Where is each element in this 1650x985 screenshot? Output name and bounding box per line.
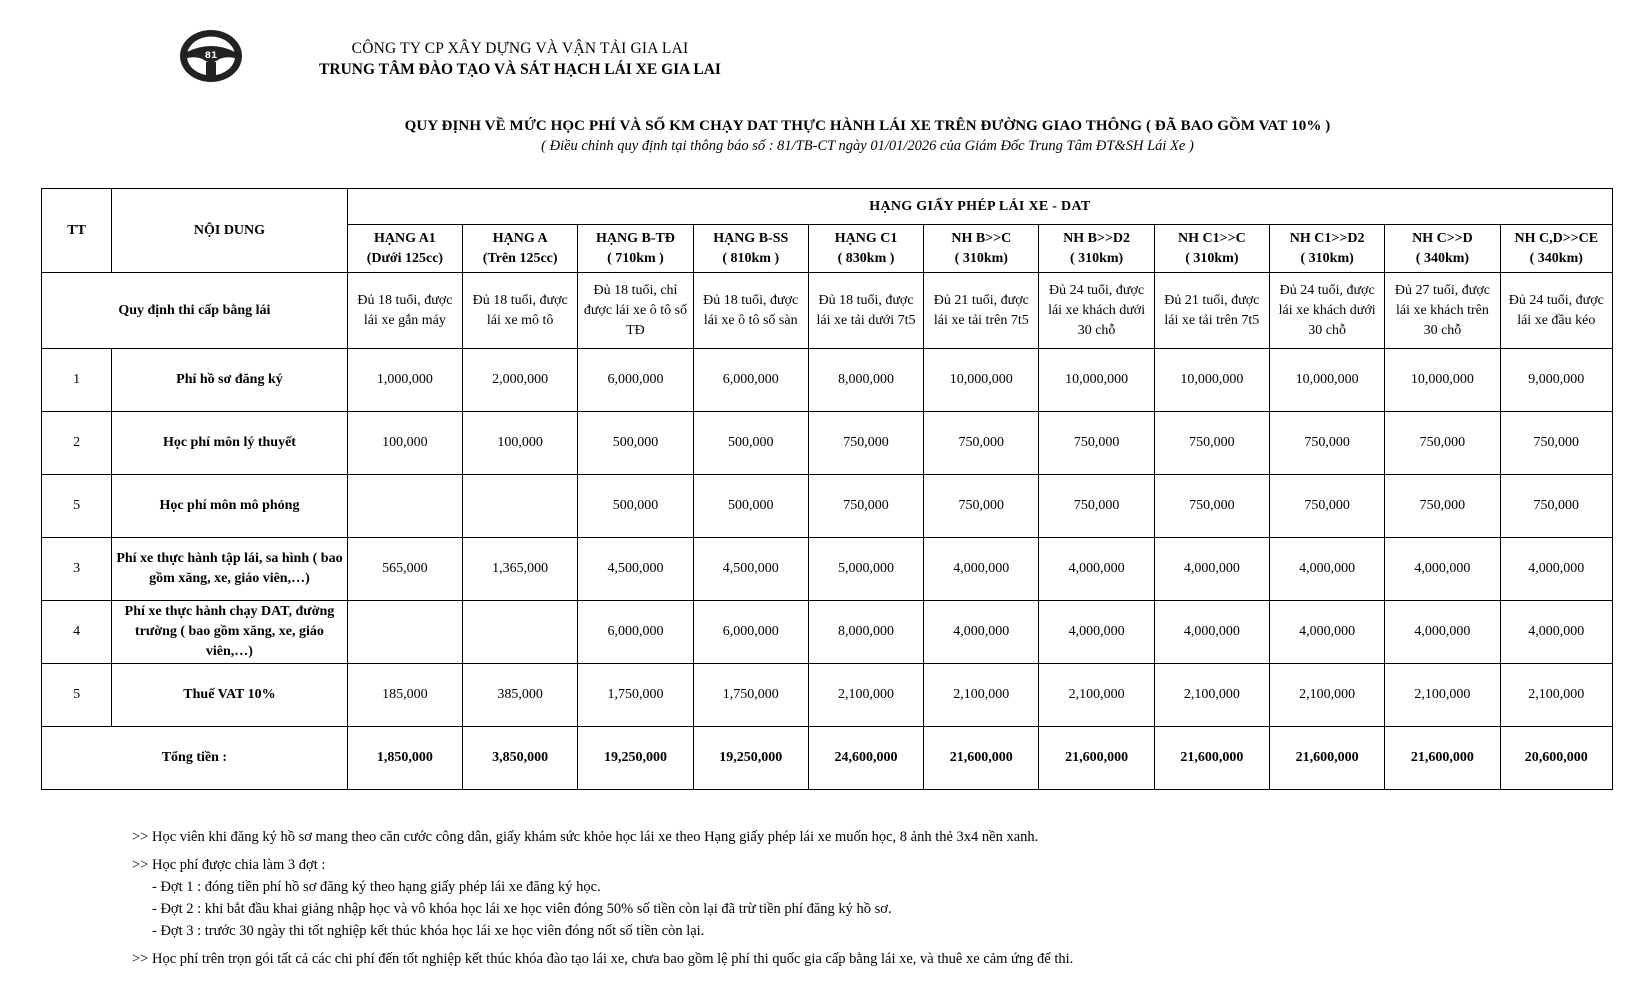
fee-table: [41, 188, 1613, 790]
fee-value: 500,000: [578, 412, 693, 475]
license-class-name: NH C,D>>CE: [1514, 230, 1599, 246]
requirement-cell: Đủ 24 tuổi, được lái xe khách dưới 30 chỗ: [1270, 273, 1385, 349]
fee-label: Phí xe thực hành chạy DAT, đường trường ( bao gồm xăng, xe, giáo viên,…): [112, 601, 348, 664]
license-class-sub: ( 340km): [1529, 250, 1583, 266]
row-number: 2: [42, 412, 112, 475]
fee-row: [42, 412, 1613, 475]
content-header: NỘI DUNG: [112, 189, 348, 273]
fee-value: 100,000: [347, 412, 462, 475]
fee-value: 5,000,000: [808, 538, 923, 601]
fee-value: 750,000: [1039, 412, 1154, 475]
fee-value: 1,000,000: [347, 349, 462, 412]
license-class-sub: ( 310km): [1185, 250, 1239, 266]
total-value: 21,600,000: [1385, 727, 1500, 790]
fee-value: [463, 601, 578, 664]
license-class-sub: ( 830km ): [837, 250, 895, 266]
fee-value: 9,000,000: [1500, 349, 1612, 412]
fee-value: 4,000,000: [1500, 601, 1612, 664]
license-class-name: NH B>>D2: [1063, 230, 1131, 246]
fee-value: 6,000,000: [693, 601, 808, 664]
fee-value: 1,365,000: [463, 538, 578, 601]
license-class-name: NH C1>>D2: [1289, 230, 1365, 246]
total-value: 19,250,000: [693, 727, 808, 790]
total-value: 21,600,000: [1270, 727, 1385, 790]
fee-value: 750,000: [1500, 412, 1612, 475]
installment-2: - Đợt 2 : khi bắt đầu khai giảng nhập học và vô khóa học lái xe học viên đóng 50% số tiền còn lại đã trừ tiền phí đăng ký hồ sơ.: [152, 901, 892, 917]
license-class-name: NH C>>D: [1412, 230, 1473, 246]
fee-value: 4,000,000: [1385, 538, 1500, 601]
document-title: QUY ĐỊNH VỀ MỨC HỌC PHÍ VÀ SỐ KM CHẠY DAT THỰC HÀNH LÁI XE TRÊN ĐƯỜNG GIAO THÔNG ( ĐÃ BAO GỒM VAT 10% ): [404, 118, 1331, 134]
fee-value: 750,000: [1270, 475, 1385, 538]
fee-value: 6,000,000: [693, 349, 808, 412]
fee-value: 10,000,000: [924, 349, 1039, 412]
fee-value: 4,000,000: [1154, 601, 1269, 664]
fee-value: 750,000: [924, 412, 1039, 475]
fee-value: 750,000: [1039, 475, 1154, 538]
total-value: 21,600,000: [1154, 727, 1269, 790]
license-class-name: HẠNG C1: [834, 230, 898, 246]
fee-value: 10,000,000: [1154, 349, 1269, 412]
tt-header: TT: [42, 189, 112, 273]
fee-value: 565,000: [347, 538, 462, 601]
license-column-header: [1039, 225, 1154, 273]
license-column-header: [1385, 225, 1500, 273]
license-column-header: [808, 225, 923, 273]
total-value: 19,250,000: [578, 727, 693, 790]
fee-value: 385,000: [463, 664, 578, 727]
fee-value: 750,000: [1154, 475, 1269, 538]
fee-value: 750,000: [1500, 475, 1612, 538]
fee-value: 100,000: [463, 412, 578, 475]
note-package: >> Học phí trên trọn gói tất cả các chi phí đến tốt nghiệp kết thúc khóa đào tạo lái xe, chưa bao gồm lệ phí thi quốc gia cấp bằng lái xe, và thuê xe cảm ứng để thi.: [132, 951, 1074, 967]
row-number: 5: [42, 664, 112, 727]
fee-value: 4,000,000: [1039, 601, 1154, 664]
fee-value: 4,000,000: [1270, 538, 1385, 601]
fee-value: 4,500,000: [693, 538, 808, 601]
license-class-sub: ( 310km): [1300, 250, 1354, 266]
fee-value: 750,000: [808, 475, 923, 538]
fee-value: 4,500,000: [578, 538, 693, 601]
license-class-sub: ( 310km): [954, 250, 1008, 266]
company-name: CÔNG TY CP XÂY DỰNG VÀ VẬN TẢI GIA LAI: [351, 40, 689, 57]
requirement-cell: Đủ 24 tuổi, được lái xe khách dưới 30 chỗ: [1039, 273, 1154, 349]
fee-value: 4,000,000: [1385, 601, 1500, 664]
fee-value: 4,000,000: [1039, 538, 1154, 601]
fee-value: 4,000,000: [1154, 538, 1269, 601]
license-column-header: [1270, 225, 1385, 273]
row-number: 4: [42, 601, 112, 664]
fee-value: 2,100,000: [1039, 664, 1154, 727]
total-row: [42, 727, 1613, 790]
license-class-name: NH C1>>C: [1178, 230, 1246, 246]
fee-value: 8,000,000: [808, 601, 923, 664]
row-number: 1: [42, 349, 112, 412]
license-class-sub: ( 310km): [1069, 250, 1124, 266]
total-label: Tổng tiền :: [42, 727, 348, 790]
license-column-header: [347, 225, 462, 273]
fee-value: 10,000,000: [1039, 349, 1154, 412]
license-class-sub: (Trên 125cc): [482, 250, 558, 266]
license-class-sub: ( 340km): [1415, 250, 1470, 266]
requirement-cell: Đủ 24 tuổi, được lái xe đầu kéo: [1500, 273, 1612, 349]
fee-value: 500,000: [693, 412, 808, 475]
fee-value: 4,000,000: [1500, 538, 1612, 601]
fee-value: 750,000: [1154, 412, 1269, 475]
license-column-header: [924, 225, 1039, 273]
fee-value: 10,000,000: [1270, 349, 1385, 412]
fee-label: Học phí môn lý thuyết: [112, 412, 348, 475]
fee-row: [42, 475, 1613, 538]
fee-value: 2,100,000: [1385, 664, 1500, 727]
fee-value: 4,000,000: [924, 538, 1039, 601]
requirement-row: [42, 273, 1613, 349]
requirement-label: Quy định thi cấp bằng lái: [42, 273, 348, 349]
requirement-cell: Đủ 18 tuổi, được lái xe ô tô số sàn: [693, 273, 808, 349]
fee-value: 2,100,000: [1270, 664, 1385, 727]
fee-value: 500,000: [693, 475, 808, 538]
license-column-header: [578, 225, 693, 273]
steering-wheel-logo: [178, 28, 244, 84]
total-value: 21,600,000: [1039, 727, 1154, 790]
fee-value: [347, 601, 462, 664]
company-header: [300, 38, 740, 80]
fee-value: 2,100,000: [1154, 664, 1269, 727]
license-class-name: HẠNG A1: [373, 230, 436, 246]
training-center-name: TRUNG TÂM ĐÀO TẠO VÀ SÁT HẠCH LÁI XE GIA LAI: [319, 61, 721, 78]
license-class-sub: (Dưới 125cc): [366, 250, 444, 266]
fee-value: 750,000: [1270, 412, 1385, 475]
fee-value: 750,000: [1385, 475, 1500, 538]
license-class-name: HẠNG A: [492, 230, 548, 246]
fee-value: 4,000,000: [924, 601, 1039, 664]
fee-value: 2,000,000: [463, 349, 578, 412]
license-group-header: HẠNG GIẤY PHÉP LÁI XE - DAT: [347, 189, 1612, 225]
fee-value: [347, 475, 462, 538]
fee-value: 750,000: [924, 475, 1039, 538]
row-number: 3: [42, 538, 112, 601]
fee-value: 500,000: [578, 475, 693, 538]
fee-value: 1,750,000: [693, 664, 808, 727]
total-value: 3,850,000: [463, 727, 578, 790]
fee-row: [42, 664, 1613, 727]
fee-value: 1,750,000: [578, 664, 693, 727]
total-value: 20,600,000: [1500, 727, 1612, 790]
fee-value: 750,000: [1385, 412, 1500, 475]
license-column-header: [1154, 225, 1269, 273]
requirement-cell: Đủ 18 tuổi, được lái xe mô tô: [463, 273, 578, 349]
requirement-cell: Đủ 21 tuổi, được lái xe tải trên 7t5: [924, 273, 1039, 349]
document-subtitle: ( Điều chỉnh quy định tại thông báo số : 81/TB-CT ngày 01/01/2026 của Giám Đốc Trung Tâm ĐT&SH Lái Xe ): [541, 138, 1194, 154]
license-class-sub: ( 710km ): [607, 250, 664, 266]
fee-value: 10,000,000: [1385, 349, 1500, 412]
requirement-cell: Đủ 21 tuổi, được lái xe tải trên 7t5: [1154, 273, 1269, 349]
fee-row: [42, 349, 1613, 412]
requirement-cell: Đủ 27 tuổi, được lái xe khách trên 30 chỗ: [1385, 273, 1500, 349]
fee-label: Phí hồ sơ đăng ký: [112, 349, 348, 412]
fee-value: [463, 475, 578, 538]
fee-value: 6,000,000: [578, 601, 693, 664]
row-number: 5: [42, 475, 112, 538]
fee-value: 185,000: [347, 664, 462, 727]
logo-text: 81: [204, 51, 218, 61]
fee-value: 8,000,000: [808, 349, 923, 412]
total-value: 24,600,000: [808, 727, 923, 790]
license-class-name: HẠNG B-TĐ: [595, 230, 675, 246]
license-class-sub: ( 810km ): [722, 250, 780, 266]
requirement-cell: Đủ 18 tuổi, được lái xe tải dưới 7t5: [808, 273, 923, 349]
fee-value: 750,000: [808, 412, 923, 475]
requirement-cell: Đủ 18 tuổi, được lái xe gắn máy: [347, 273, 462, 349]
installment-1: - Đợt 1 : đóng tiền phí hồ sơ đăng ký theo hạng giấy phép lái xe đăng ký học.: [152, 879, 601, 895]
fee-value: 2,100,000: [924, 664, 1039, 727]
requirement-cell: Đủ 18 tuổi, chỉ được lái xe ô tô số TĐ: [578, 273, 693, 349]
fee-row: [42, 601, 1613, 664]
fee-row: [42, 538, 1613, 601]
fee-label: Phí xe thực hành tập lái, sa hình ( bao gồm xăng, xe, giáo viên,…): [112, 538, 348, 601]
total-value: 1,850,000: [347, 727, 462, 790]
fee-value: 6,000,000: [578, 349, 693, 412]
fee-label: Thuế VAT 10%: [112, 664, 348, 727]
fee-value: 2,100,000: [1500, 664, 1612, 727]
fee-value: 4,000,000: [1270, 601, 1385, 664]
license-class-name: HẠNG B-SS: [713, 230, 789, 246]
total-value: 21,600,000: [924, 727, 1039, 790]
note-installments: >> Học phí được chia làm 3 đợt :: [132, 857, 326, 873]
fee-label: Học phí môn mô phỏng: [112, 475, 348, 538]
note-documents: >> Học viên khi đăng ký hồ sơ mang theo căn cước công dân, giấy khám sức khỏe học lái xe theo Hạng giấy phép lái xe muốn học, 8 ảnh thẻ 3x4 nền xanh.: [132, 829, 1039, 845]
license-column-header: [693, 225, 808, 273]
license-class-name: NH B>>C: [951, 230, 1012, 246]
fee-value: 2,100,000: [808, 664, 923, 727]
installment-3: - Đợt 3 : trước 30 ngày thi tốt nghiệp kết thúc khóa học lái xe học viên đóng nốt số tiền còn lại.: [152, 923, 705, 939]
license-column-header: [463, 225, 578, 273]
license-column-header: [1500, 225, 1612, 273]
notes-section: [132, 826, 1612, 970]
